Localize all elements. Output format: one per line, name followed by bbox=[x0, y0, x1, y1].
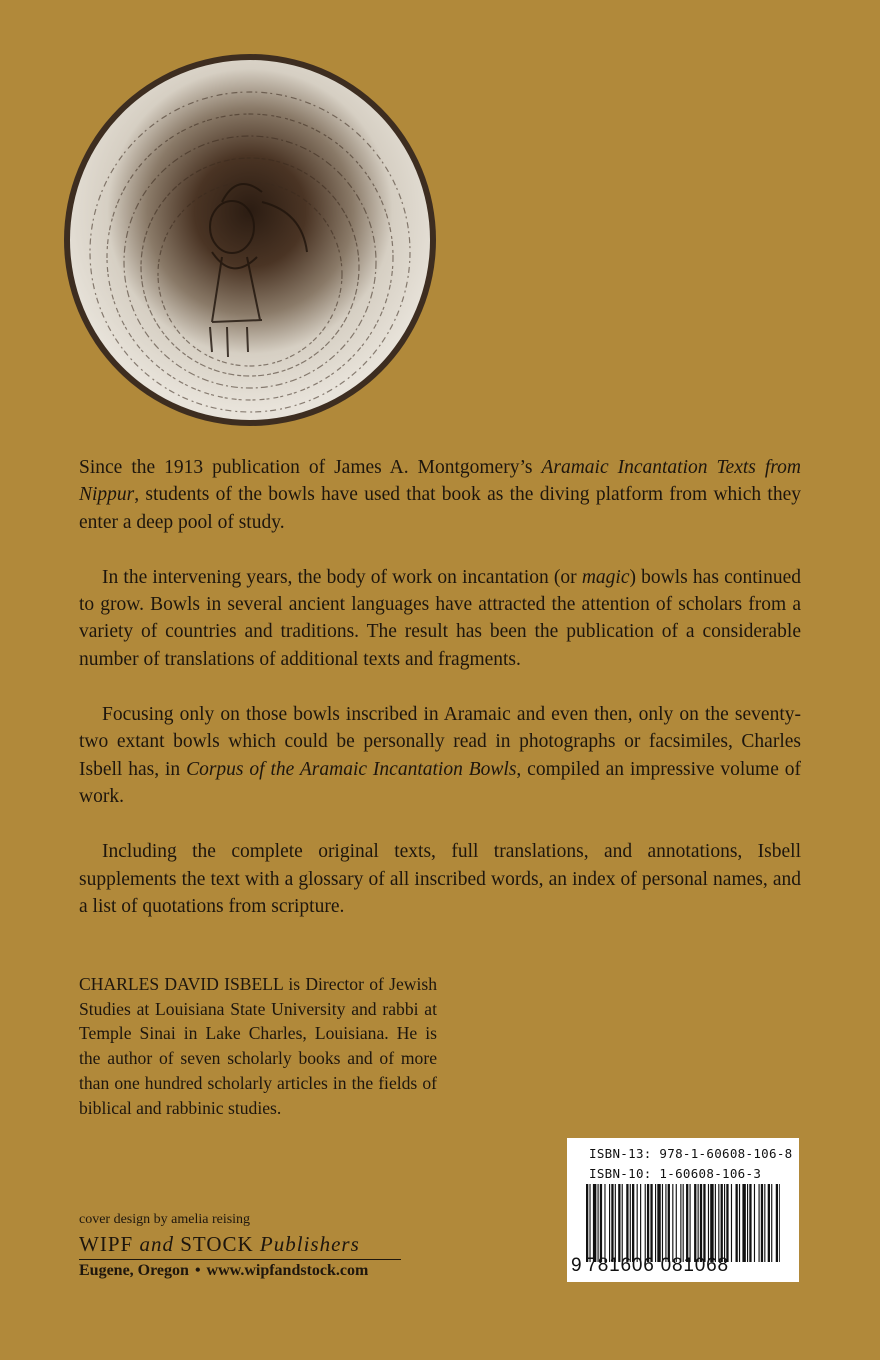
barcode-bar bbox=[593, 1184, 596, 1262]
barcode-bar bbox=[672, 1184, 673, 1262]
barcode-bar bbox=[645, 1184, 646, 1262]
p1-text: Since the 1913 publication of James A. Montgomery’s bbox=[79, 457, 542, 478]
cover-design-credit: cover design by amelia reising bbox=[79, 1212, 251, 1227]
barcode-bar bbox=[630, 1184, 631, 1262]
barcode-bar bbox=[700, 1184, 702, 1262]
barcode-bar bbox=[632, 1184, 634, 1262]
barcode-bar bbox=[665, 1184, 666, 1262]
ean-left-group: 781606 bbox=[586, 1255, 655, 1276]
barcode-bar bbox=[742, 1184, 745, 1262]
barcode-bar bbox=[657, 1184, 660, 1262]
bullet-separator: • bbox=[194, 1262, 201, 1279]
barcode-bar bbox=[626, 1184, 628, 1262]
barcode-bar bbox=[615, 1184, 616, 1262]
barcode-bar bbox=[749, 1184, 751, 1262]
publisher-wipf: WIPF bbox=[79, 1232, 140, 1256]
barcode-bar bbox=[759, 1184, 760, 1262]
publisher-website: www.wipfandstock.com bbox=[206, 1262, 369, 1279]
barcode-bar bbox=[655, 1184, 656, 1262]
barcode-bar bbox=[754, 1184, 755, 1262]
ean-digits bbox=[571, 1255, 797, 1277]
incantation-bowl-image bbox=[62, 52, 438, 428]
description-paragraph-4: Including the complete original texts, full translations, and annotations, Isbell supplements the text with a glossary of all inscribed words, an index of personal names, and a list of quotations from scripture. bbox=[79, 841, 801, 917]
barcode-bar bbox=[703, 1184, 705, 1262]
barcode-bar bbox=[736, 1184, 738, 1262]
barcode-bar bbox=[747, 1184, 748, 1262]
barcode-bar bbox=[710, 1184, 713, 1262]
p3-text-end: , compiled an impressive volume of work. bbox=[79, 758, 801, 807]
barcode-bar bbox=[776, 1184, 778, 1262]
publisher-publishers: Publishers bbox=[259, 1232, 360, 1256]
barcode-bar bbox=[650, 1184, 652, 1262]
barcode-bar bbox=[680, 1184, 681, 1262]
description-paragraph-2 bbox=[79, 564, 801, 673]
publisher-name bbox=[79, 1232, 401, 1260]
publisher-and: and bbox=[139, 1232, 174, 1256]
author-bio-text: CHARLES DAVID ISBELL is Director of Jewish Studies at Louisiana State University and rabbi at Temple Sinai in Lake Charles, Louisiana. He is the author of seven scholarly books and of more than one hundred scholarly articles in the fields of biblical and rabbinic studies. bbox=[79, 974, 437, 1118]
barcode-bar bbox=[718, 1184, 719, 1262]
barcode-bar bbox=[726, 1184, 728, 1262]
barcode-bar bbox=[676, 1184, 677, 1262]
p2-text: In the intervening years, the body of work on incantation (or bbox=[102, 566, 582, 588]
p3-book-title: Corpus of the Aramaic Incantation Bowls bbox=[186, 758, 517, 780]
barcode-bar bbox=[715, 1184, 716, 1262]
barcode-bar bbox=[662, 1184, 663, 1262]
publisher-city: Eugene, Oregon bbox=[79, 1262, 189, 1279]
publisher-stock: STOCK bbox=[173, 1232, 260, 1256]
isbn-13-label: ISBN-13: 978-1-60608-106-8 bbox=[589, 1146, 793, 1161]
barcode-bar bbox=[686, 1184, 688, 1262]
barcode-bar bbox=[647, 1184, 649, 1262]
p1-text-end: , students of the bowls have used that book as the diving platform from which they enter a deep pool of study. bbox=[79, 484, 801, 533]
barcode-bar bbox=[771, 1184, 772, 1262]
p2-italic-word: magic bbox=[581, 566, 630, 588]
description-paragraph-1 bbox=[79, 454, 801, 536]
barcode-bar bbox=[609, 1184, 610, 1262]
isbn-barcode bbox=[567, 1138, 799, 1282]
barcode-bar bbox=[739, 1184, 740, 1262]
barcode-bar bbox=[586, 1184, 588, 1262]
barcode-bar bbox=[604, 1184, 605, 1262]
barcode-bar bbox=[668, 1184, 670, 1262]
barcode-bar bbox=[779, 1184, 780, 1262]
p3-text: Focusing only on those bowls inscribed in Aramaic and even then, only on the seventy-two extant bowls which could be personally read in photographs or facsimiles, Charles Isbell has, in bbox=[79, 704, 801, 780]
isbn-10-label: ISBN-10: 1-60608-106-3 bbox=[589, 1166, 762, 1181]
barcode-bar bbox=[761, 1184, 763, 1262]
publisher-location bbox=[79, 1262, 368, 1280]
barcode-bar bbox=[611, 1184, 613, 1262]
barcode-bar bbox=[640, 1184, 641, 1262]
barcode-bar bbox=[589, 1184, 590, 1262]
barcode-bar bbox=[618, 1184, 620, 1262]
p1-book-title: Aramaic Incantation Texts from Nippur bbox=[79, 457, 801, 506]
barcode-bar bbox=[764, 1184, 765, 1262]
description-paragraph-3 bbox=[79, 701, 801, 810]
barcode-bar bbox=[721, 1184, 723, 1262]
barcode-bars bbox=[586, 1184, 780, 1262]
barcode-bar bbox=[683, 1184, 684, 1262]
barcode-bar bbox=[622, 1184, 623, 1262]
barcode-bar bbox=[731, 1184, 732, 1262]
barcode-bar bbox=[768, 1184, 770, 1262]
barcode-bar bbox=[690, 1184, 691, 1262]
ean-right-group: 081068 bbox=[660, 1255, 729, 1276]
barcode-bar bbox=[724, 1184, 725, 1262]
barcode-bar bbox=[600, 1184, 602, 1262]
barcode-bar bbox=[694, 1184, 696, 1262]
ean-first-digit: 9 bbox=[571, 1255, 583, 1276]
barcode-bar bbox=[637, 1184, 638, 1262]
barcode-bar bbox=[598, 1184, 599, 1262]
barcode-bar bbox=[708, 1184, 709, 1262]
barcode-bar bbox=[698, 1184, 699, 1262]
author-bio bbox=[79, 972, 437, 1120]
p2-text-end: ) bowls has continued to grow. Bowls in several ancient languages have attracted the attention of scholars from a variety of countries and traditions. The result has been the publication of a considerable number of translations of additional texts and fragments. bbox=[79, 566, 801, 670]
book-description bbox=[79, 454, 801, 948]
